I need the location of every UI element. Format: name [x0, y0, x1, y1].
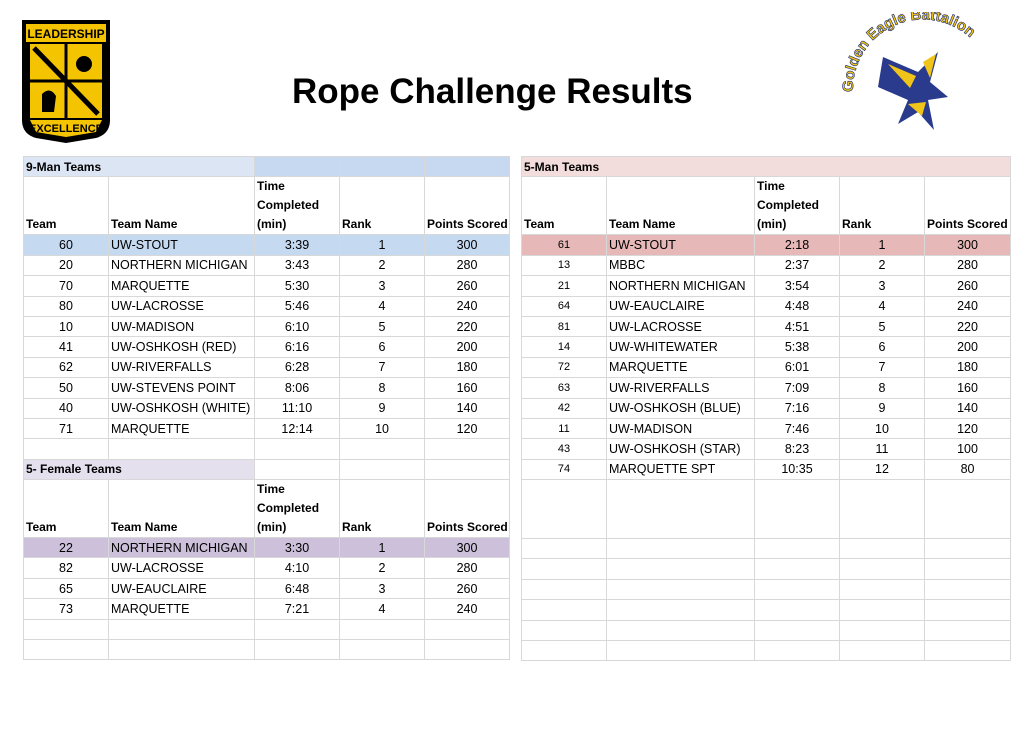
table-row: 22 NORTHERN MICHIGAN 3:30 1 300 — [24, 538, 510, 558]
table-row: 14 UW-WHITEWATER 5:38 6 200 — [522, 337, 1011, 357]
table-row: 41 UW-OSHKOSH (RED) 6:16 6 200 — [24, 337, 510, 357]
header-points: Points Scored — [425, 480, 510, 538]
header-team-name: Team Name — [607, 177, 755, 235]
section-title-five-man: 5-Man Teams — [522, 157, 1011, 177]
table-row: 81 UW-LACROSSE 4:51 5 220 — [522, 316, 1011, 336]
table-row: 10 UW-MADISON 6:10 5 220 — [24, 316, 510, 336]
table-row: 71 MARQUETTE 12:14 10 120 — [24, 418, 510, 438]
header-team-name: Team Name — [109, 177, 255, 235]
logo-left-top-text: LEADERSHIP — [27, 27, 105, 41]
logo-right-text: Golden Eagle Battalion — [839, 12, 979, 93]
header-time: Time Completed (min) — [255, 480, 340, 538]
table-row: 80 UW-LACROSSE 5:46 4 240 — [24, 296, 510, 316]
table-row: 82 UW-LACROSSE 4:10 2 280 — [24, 558, 510, 578]
table-row: 62 UW-RIVERFALLS 6:28 7 180 — [24, 357, 510, 377]
table-row: 20 NORTHERN MICHIGAN 3:43 2 280 — [24, 255, 510, 275]
table-row: 72 MARQUETTE 6:01 7 180 — [522, 357, 1011, 377]
header-team: Team — [24, 177, 109, 235]
table-row: 21 NORTHERN MICHIGAN 3:54 3 260 — [522, 276, 1011, 296]
header-time: Time Completed (min) — [255, 177, 340, 235]
header-rank: Rank — [840, 177, 925, 235]
five-man-table — [521, 156, 1011, 661]
table-row: 42 UW-OSHKOSH (BLUE) 7:16 9 140 — [522, 398, 1011, 418]
header-time: Time Completed (min) — [755, 177, 840, 235]
table-row: 63 UW-RIVERFALLS 7:09 8 160 — [522, 378, 1011, 398]
header-team: Team — [24, 480, 109, 538]
table-row: 40 UW-OSHKOSH (WHITE) 11:10 9 140 — [24, 398, 510, 418]
table-row: 73 MARQUETTE 7:21 4 240 — [24, 599, 510, 619]
section-title-female: 5- Female Teams — [24, 459, 255, 479]
nine-man-table — [23, 156, 510, 660]
header-points: Points Scored — [425, 177, 510, 235]
header-rank: Rank — [340, 177, 425, 235]
header-points: Points Scored — [925, 177, 1011, 235]
header-team: Team — [522, 177, 607, 235]
page-title: Rope Challenge Results — [292, 72, 693, 111]
table-row: 43 UW-OSHKOSH (STAR) 8:23 11 100 — [522, 439, 1011, 459]
table-row: 61 UW-STOUT 2:18 1 300 — [522, 235, 1011, 255]
table-row: 65 UW-EAUCLAIRE 6:48 3 260 — [24, 578, 510, 598]
leadership-excellence-logo — [16, 16, 116, 149]
table-row: 74 MARQUETTE SPT 10:35 12 80 — [522, 459, 1011, 479]
table-row: 64 UW-EAUCLAIRE 4:48 4 240 — [522, 296, 1011, 316]
golden-eagle-battalion-logo — [838, 12, 1003, 142]
header-rank: Rank — [340, 480, 425, 538]
logo-left-bottom-text: EXCELLENCE — [29, 123, 103, 135]
table-row: 13 MBBC 2:37 2 280 — [522, 255, 1011, 275]
table-row: 60 UW-STOUT 3:39 1 300 — [24, 235, 510, 255]
table-row: 11 UW-MADISON 7:46 10 120 — [522, 418, 1011, 438]
header-team-name: Team Name — [109, 480, 255, 538]
table-row: 50 UW-STEVENS POINT 8:06 8 160 — [24, 378, 510, 398]
table-row: 70 MARQUETTE 5:30 3 260 — [24, 276, 510, 296]
section-title-nine-man: 9-Man Teams — [24, 157, 255, 177]
